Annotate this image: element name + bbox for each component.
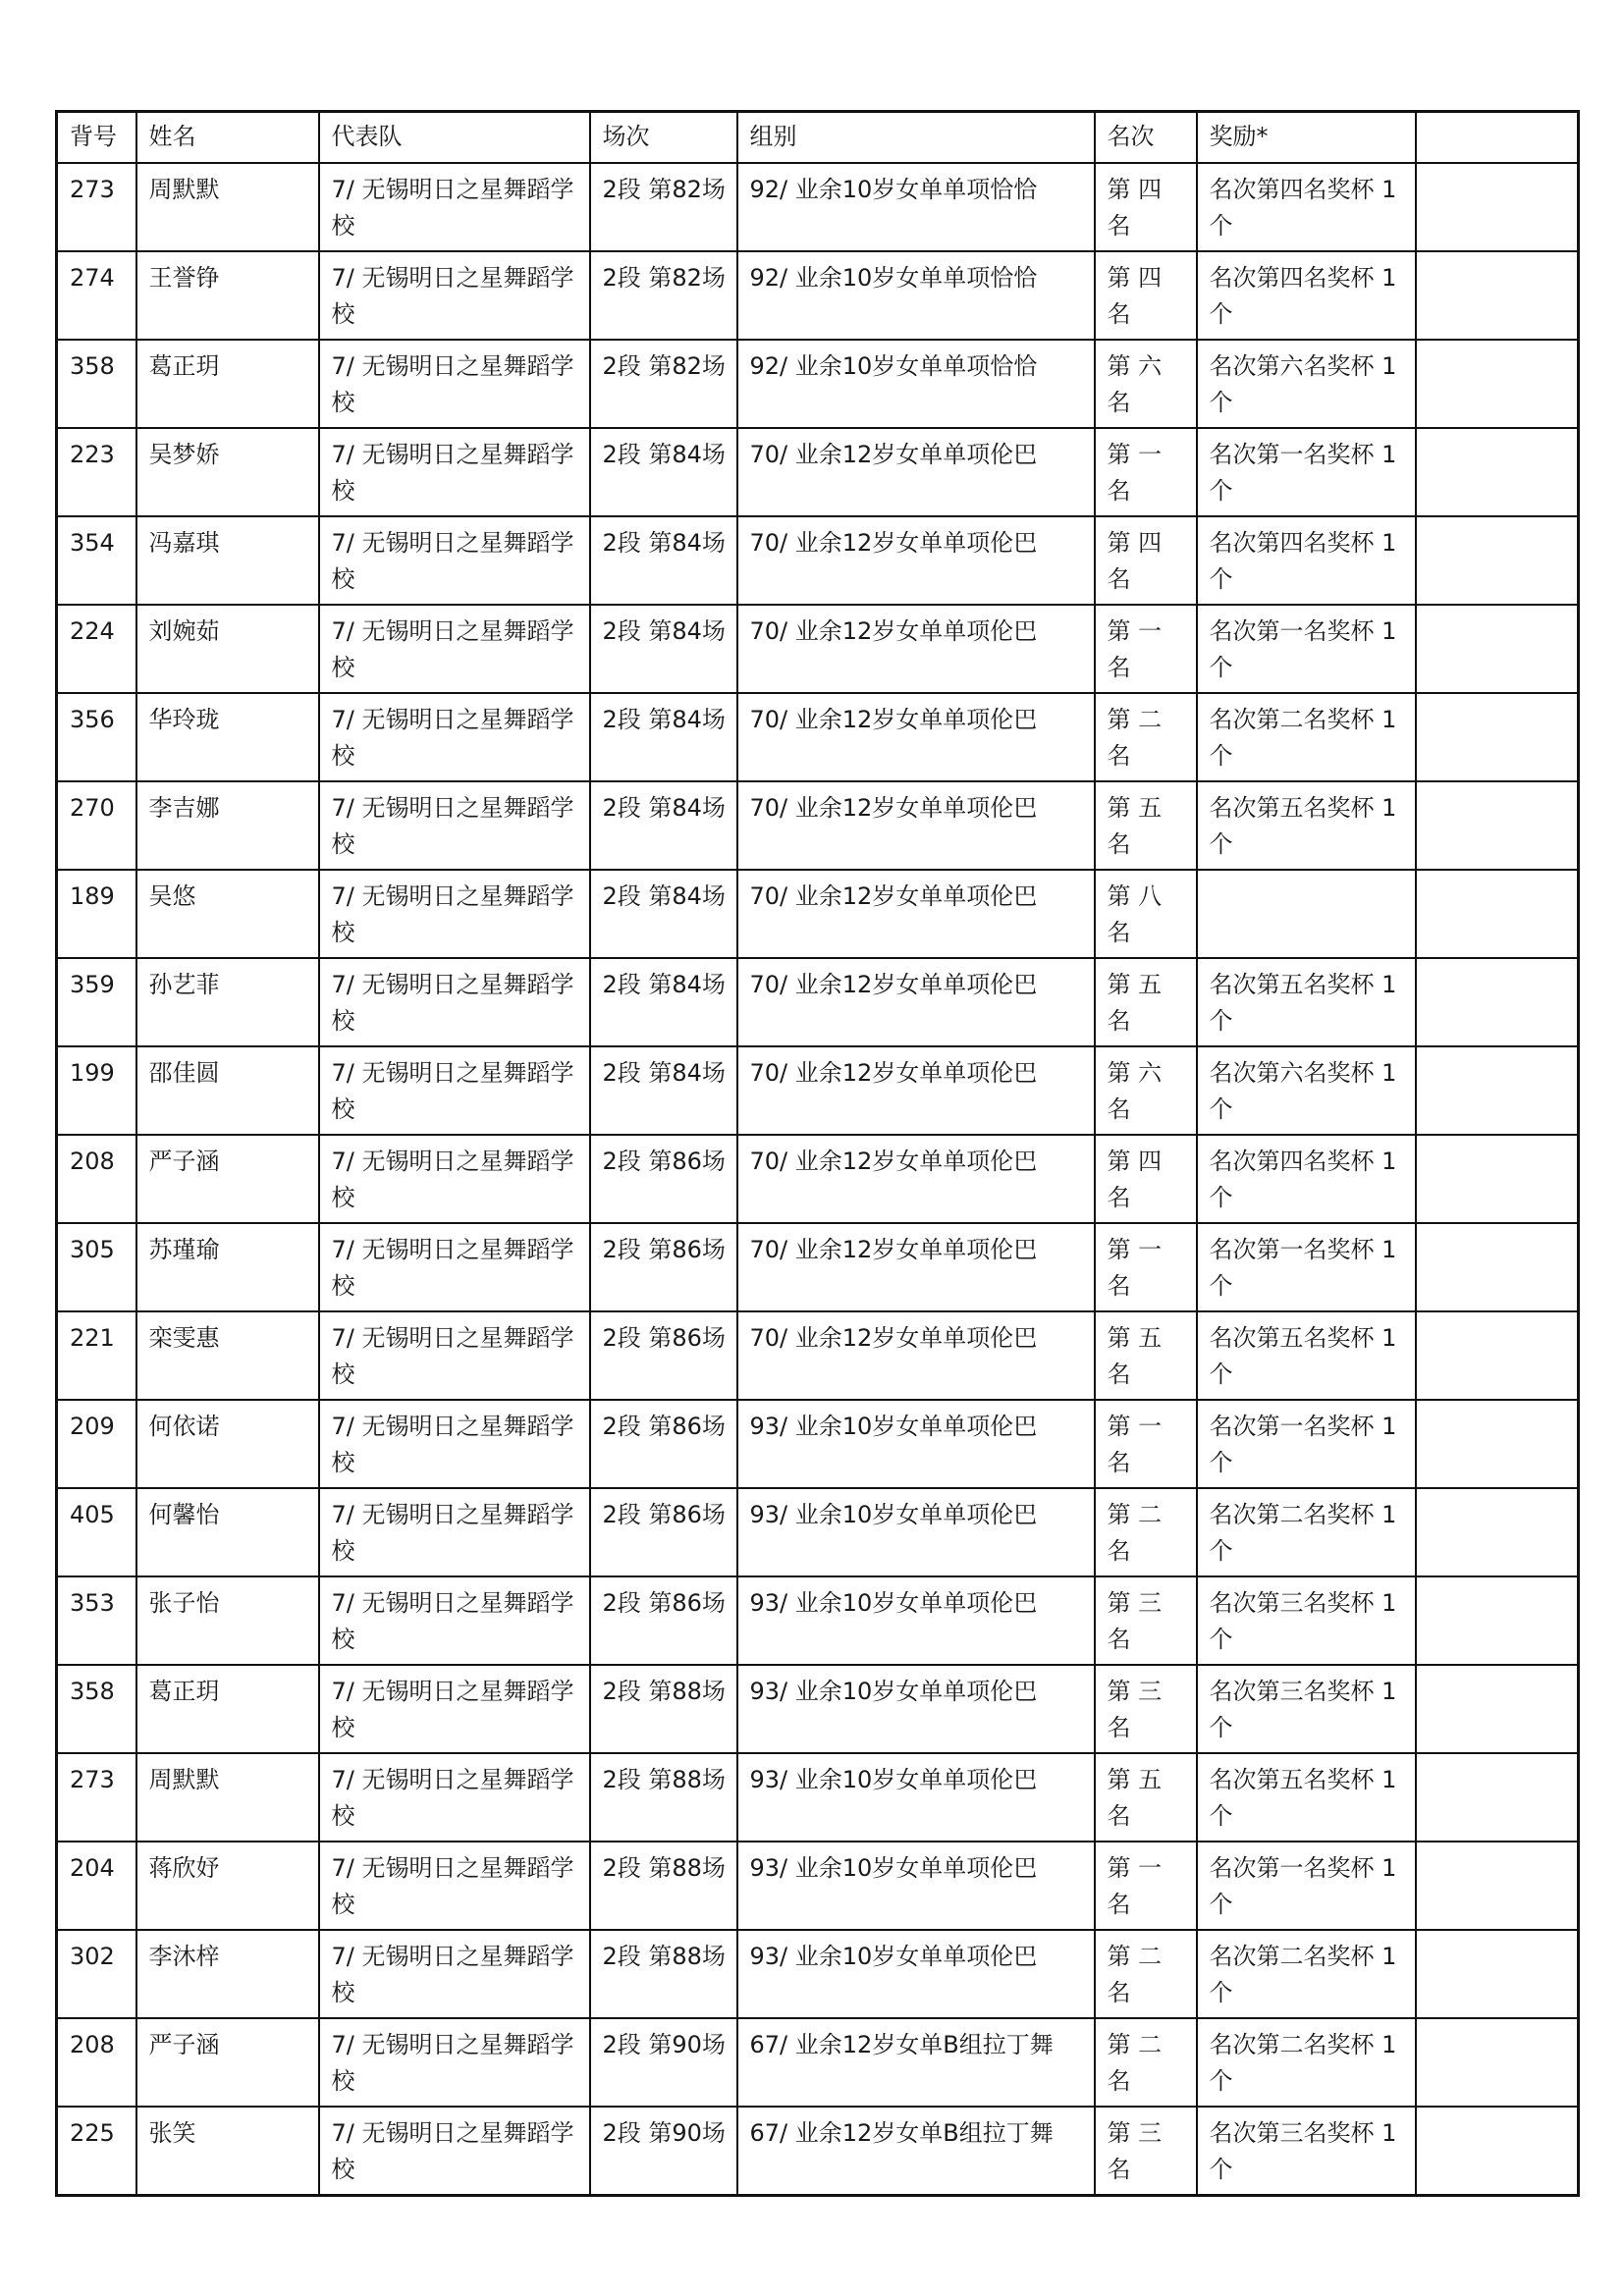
table-row: [57, 2018, 1579, 2107]
cell-athlete-name: 严子涵: [136, 2018, 319, 2107]
cell-athlete-name: 栾雯惠: [136, 1311, 319, 1400]
cell-category: 70/ 业余12岁女单单项伦巴: [737, 1223, 1095, 1311]
cell-award: 名次第三名奖杯 1 个: [1197, 1576, 1416, 1665]
cell-team: 7/ 无锡明日之星舞蹈学校: [319, 1930, 590, 2018]
cell-session: 2段 第84场: [590, 605, 737, 693]
cell-athlete-name: 吴悠: [136, 870, 319, 958]
cell-placement: 第 二 名: [1095, 2018, 1197, 2107]
cell-category: 70/ 业余12岁女单单项伦巴: [737, 1135, 1095, 1223]
cell-award: 名次第二名奖杯 1 个: [1197, 1488, 1416, 1576]
cell-session: 2段 第90场: [590, 2018, 737, 2107]
column-header-award: 奖励*: [1197, 112, 1416, 163]
table-body: [57, 163, 1579, 2196]
table-header-row: [57, 112, 1579, 163]
cell-award: 名次第四名奖杯 1 个: [1197, 516, 1416, 605]
cell-extra: [1416, 428, 1579, 516]
cell-athlete-name: 苏瑾瑜: [136, 1223, 319, 1311]
cell-award: [1197, 870, 1416, 958]
cell-bib-number: 221: [57, 1311, 136, 1400]
cell-team: 7/ 无锡明日之星舞蹈学校: [319, 163, 590, 251]
cell-bib-number: 302: [57, 1930, 136, 2018]
cell-award: 名次第四名奖杯 1 个: [1197, 163, 1416, 251]
cell-athlete-name: 华玲珑: [136, 693, 319, 781]
cell-category: 93/ 业余10岁女单单项伦巴: [737, 1400, 1095, 1488]
cell-bib-number: 274: [57, 251, 136, 340]
cell-extra: [1416, 870, 1579, 958]
results-sheet: [55, 110, 1577, 2197]
cell-bib-number: 208: [57, 1135, 136, 1223]
cell-team: 7/ 无锡明日之星舞蹈学校: [319, 605, 590, 693]
cell-extra: [1416, 605, 1579, 693]
cell-award: 名次第一名奖杯 1 个: [1197, 1223, 1416, 1311]
cell-session: 2段 第86场: [590, 1311, 737, 1400]
cell-extra: [1416, 1046, 1579, 1135]
table-row: [57, 781, 1579, 870]
cell-award: 名次第三名奖杯 1 个: [1197, 1665, 1416, 1753]
cell-bib-number: 199: [57, 1046, 136, 1135]
cell-placement: 第 三 名: [1095, 2107, 1197, 2196]
table-row: [57, 163, 1579, 251]
cell-bib-number: 405: [57, 1488, 136, 1576]
cell-category: 92/ 业余10岁女单单项恰恰: [737, 163, 1095, 251]
table-row: [57, 1400, 1579, 1488]
table-row: [57, 340, 1579, 428]
cell-team: 7/ 无锡明日之星舞蹈学校: [319, 1753, 590, 1842]
cell-session: 2段 第88场: [590, 1753, 737, 1842]
cell-category: 70/ 业余12岁女单单项伦巴: [737, 958, 1095, 1046]
cell-team: 7/ 无锡明日之星舞蹈学校: [319, 1488, 590, 1576]
cell-athlete-name: 吴梦娇: [136, 428, 319, 516]
column-header-placement: 名次: [1095, 112, 1197, 163]
cell-placement: 第 五 名: [1095, 781, 1197, 870]
table-row: [57, 251, 1579, 340]
cell-session: 2段 第86场: [590, 1400, 737, 1488]
cell-bib-number: 270: [57, 781, 136, 870]
cell-athlete-name: 蒋欣妤: [136, 1842, 319, 1930]
cell-category: 70/ 业余12岁女单单项伦巴: [737, 1046, 1095, 1135]
cell-athlete-name: 邵佳圆: [136, 1046, 319, 1135]
cell-team: 7/ 无锡明日之星舞蹈学校: [319, 1135, 590, 1223]
cell-placement: 第 二 名: [1095, 1488, 1197, 1576]
cell-award: 名次第一名奖杯 1 个: [1197, 428, 1416, 516]
cell-award: 名次第二名奖杯 1 个: [1197, 693, 1416, 781]
table-row: [57, 1488, 1579, 1576]
cell-award: 名次第五名奖杯 1 个: [1197, 1311, 1416, 1400]
cell-bib-number: 359: [57, 958, 136, 1046]
cell-award: 名次第五名奖杯 1 个: [1197, 1753, 1416, 1842]
cell-bib-number: 223: [57, 428, 136, 516]
cell-category: 67/ 业余12岁女单B组拉丁舞: [737, 2018, 1095, 2107]
table-row: [57, 958, 1579, 1046]
column-header-session: 场次: [590, 112, 737, 163]
cell-bib-number: 358: [57, 340, 136, 428]
cell-athlete-name: 张笑: [136, 2107, 319, 2196]
cell-placement: 第 一 名: [1095, 1223, 1197, 1311]
cell-category: 93/ 业余10岁女单单项伦巴: [737, 1930, 1095, 2018]
cell-team: 7/ 无锡明日之星舞蹈学校: [319, 2018, 590, 2107]
cell-team: 7/ 无锡明日之星舞蹈学校: [319, 1576, 590, 1665]
cell-team: 7/ 无锡明日之星舞蹈学校: [319, 781, 590, 870]
cell-placement: 第 四 名: [1095, 1135, 1197, 1223]
cell-placement: 第 一 名: [1095, 605, 1197, 693]
cell-category: 92/ 业余10岁女单单项恰恰: [737, 251, 1095, 340]
cell-category: 93/ 业余10岁女单单项伦巴: [737, 1665, 1095, 1753]
cell-award: 名次第二名奖杯 1 个: [1197, 2018, 1416, 2107]
table-row: [57, 1046, 1579, 1135]
cell-extra: [1416, 1488, 1579, 1576]
cell-team: 7/ 无锡明日之星舞蹈学校: [319, 2107, 590, 2196]
cell-extra: [1416, 1135, 1579, 1223]
cell-placement: 第 四 名: [1095, 163, 1197, 251]
cell-category: 93/ 业余10岁女单单项伦巴: [737, 1488, 1095, 1576]
cell-team: 7/ 无锡明日之星舞蹈学校: [319, 1842, 590, 1930]
cell-team: 7/ 无锡明日之星舞蹈学校: [319, 870, 590, 958]
cell-session: 2段 第86场: [590, 1576, 737, 1665]
cell-placement: 第 五 名: [1095, 958, 1197, 1046]
cell-team: 7/ 无锡明日之星舞蹈学校: [319, 693, 590, 781]
cell-session: 2段 第84场: [590, 870, 737, 958]
cell-bib-number: 204: [57, 1842, 136, 1930]
cell-session: 2段 第84场: [590, 958, 737, 1046]
table-row: [57, 1665, 1579, 1753]
cell-extra: [1416, 1576, 1579, 1665]
cell-team: 7/ 无锡明日之星舞蹈学校: [319, 1046, 590, 1135]
cell-extra: [1416, 251, 1579, 340]
cell-category: 70/ 业余12岁女单单项伦巴: [737, 1311, 1095, 1400]
cell-extra: [1416, 1311, 1579, 1400]
cell-athlete-name: 周默默: [136, 1753, 319, 1842]
cell-category: 70/ 业余12岁女单单项伦巴: [737, 605, 1095, 693]
table-row: [57, 2107, 1579, 2196]
cell-placement: 第 五 名: [1095, 1311, 1197, 1400]
column-header-athlete-name: 姓名: [136, 112, 319, 163]
cell-award: 名次第六名奖杯 1 个: [1197, 340, 1416, 428]
cell-placement: 第 四 名: [1095, 516, 1197, 605]
cell-award: 名次第五名奖杯 1 个: [1197, 781, 1416, 870]
cell-placement: 第 一 名: [1095, 1842, 1197, 1930]
cell-session: 2段 第82场: [590, 163, 737, 251]
cell-session: 2段 第86场: [590, 1135, 737, 1223]
cell-bib-number: 356: [57, 693, 136, 781]
column-header-bib-number: 背号: [57, 112, 136, 163]
column-header-category: 组别: [737, 112, 1095, 163]
cell-award: 名次第一名奖杯 1 个: [1197, 605, 1416, 693]
cell-category: 67/ 业余12岁女单B组拉丁舞: [737, 2107, 1095, 2196]
table-row: [57, 1223, 1579, 1311]
cell-bib-number: 224: [57, 605, 136, 693]
cell-team: 7/ 无锡明日之星舞蹈学校: [319, 1665, 590, 1753]
cell-team: 7/ 无锡明日之星舞蹈学校: [319, 340, 590, 428]
cell-award: 名次第四名奖杯 1 个: [1197, 1135, 1416, 1223]
cell-bib-number: 225: [57, 2107, 136, 2196]
cell-extra: [1416, 1400, 1579, 1488]
cell-category: 70/ 业余12岁女单单项伦巴: [737, 428, 1095, 516]
cell-athlete-name: 张子怡: [136, 1576, 319, 1665]
cell-category: 70/ 业余12岁女单单项伦巴: [737, 781, 1095, 870]
cell-athlete-name: 何馨怡: [136, 1488, 319, 1576]
cell-bib-number: 353: [57, 1576, 136, 1665]
cell-team: 7/ 无锡明日之星舞蹈学校: [319, 251, 590, 340]
cell-athlete-name: 冯嘉琪: [136, 516, 319, 605]
column-header-extra: [1416, 112, 1579, 163]
cell-category: 93/ 业余10岁女单单项伦巴: [737, 1753, 1095, 1842]
cell-placement: 第 四 名: [1095, 251, 1197, 340]
table-row: [57, 1576, 1579, 1665]
cell-athlete-name: 王誉铮: [136, 251, 319, 340]
cell-placement: 第 一 名: [1095, 1400, 1197, 1488]
cell-bib-number: 208: [57, 2018, 136, 2107]
cell-session: 2段 第84场: [590, 1046, 737, 1135]
cell-bib-number: 358: [57, 1665, 136, 1753]
table-row: [57, 1930, 1579, 2018]
cell-session: 2段 第84场: [590, 693, 737, 781]
cell-session: 2段 第84场: [590, 781, 737, 870]
table-row: [57, 516, 1579, 605]
cell-athlete-name: 李吉娜: [136, 781, 319, 870]
cell-category: 70/ 业余12岁女单单项伦巴: [737, 870, 1095, 958]
cell-extra: [1416, 1930, 1579, 2018]
cell-session: 2段 第84场: [590, 428, 737, 516]
cell-extra: [1416, 2018, 1579, 2107]
cell-category: 70/ 业余12岁女单单项伦巴: [737, 693, 1095, 781]
cell-session: 2段 第90场: [590, 2107, 737, 2196]
cell-extra: [1416, 2107, 1579, 2196]
cell-athlete-name: 葛正玥: [136, 1665, 319, 1753]
cell-team: 7/ 无锡明日之星舞蹈学校: [319, 1400, 590, 1488]
cell-team: 7/ 无锡明日之星舞蹈学校: [319, 1223, 590, 1311]
cell-extra: [1416, 163, 1579, 251]
table-row: [57, 1135, 1579, 1223]
cell-team: 7/ 无锡明日之星舞蹈学校: [319, 516, 590, 605]
cell-session: 2段 第88场: [590, 1842, 737, 1930]
cell-placement: 第 二 名: [1095, 693, 1197, 781]
cell-bib-number: 209: [57, 1400, 136, 1488]
cell-placement: 第 一 名: [1095, 428, 1197, 516]
cell-bib-number: 189: [57, 870, 136, 958]
cell-athlete-name: 李沐梓: [136, 1930, 319, 2018]
cell-category: 92/ 业余10岁女单单项恰恰: [737, 340, 1095, 428]
table-row: [57, 693, 1579, 781]
cell-session: 2段 第84场: [590, 516, 737, 605]
cell-bib-number: 354: [57, 516, 136, 605]
cell-extra: [1416, 516, 1579, 605]
cell-athlete-name: 刘婉茹: [136, 605, 319, 693]
cell-category: 93/ 业余10岁女单单项伦巴: [737, 1576, 1095, 1665]
cell-placement: 第 五 名: [1095, 1753, 1197, 1842]
cell-placement: 第 三 名: [1095, 1576, 1197, 1665]
table-row: [57, 870, 1579, 958]
table-row: [57, 1842, 1579, 1930]
cell-placement: 第 六 名: [1095, 340, 1197, 428]
results-table: [55, 110, 1580, 2197]
cell-extra: [1416, 958, 1579, 1046]
cell-award: 名次第一名奖杯 1 个: [1197, 1842, 1416, 1930]
cell-placement: 第 二 名: [1095, 1930, 1197, 2018]
cell-award: 名次第一名奖杯 1 个: [1197, 1400, 1416, 1488]
cell-extra: [1416, 1842, 1579, 1930]
cell-extra: [1416, 1665, 1579, 1753]
column-header-team: 代表队: [319, 112, 590, 163]
cell-award: 名次第三名奖杯 1 个: [1197, 2107, 1416, 2196]
cell-placement: 第 八 名: [1095, 870, 1197, 958]
cell-award: 名次第四名奖杯 1 个: [1197, 251, 1416, 340]
cell-team: 7/ 无锡明日之星舞蹈学校: [319, 958, 590, 1046]
cell-session: 2段 第88场: [590, 1930, 737, 2018]
table-row: [57, 428, 1579, 516]
cell-award: 名次第六名奖杯 1 个: [1197, 1046, 1416, 1135]
cell-athlete-name: 孙艺菲: [136, 958, 319, 1046]
cell-athlete-name: 周默默: [136, 163, 319, 251]
cell-bib-number: 273: [57, 1753, 136, 1842]
cell-session: 2段 第86场: [590, 1488, 737, 1576]
cell-bib-number: 273: [57, 163, 136, 251]
cell-extra: [1416, 693, 1579, 781]
cell-extra: [1416, 1753, 1579, 1842]
cell-award: 名次第五名奖杯 1 个: [1197, 958, 1416, 1046]
cell-bib-number: 305: [57, 1223, 136, 1311]
cell-extra: [1416, 1223, 1579, 1311]
cell-placement: 第 三 名: [1095, 1665, 1197, 1753]
table-row: [57, 1753, 1579, 1842]
cell-athlete-name: 何依诺: [136, 1400, 319, 1488]
cell-athlete-name: 严子涵: [136, 1135, 319, 1223]
cell-session: 2段 第88场: [590, 1665, 737, 1753]
cell-placement: 第 六 名: [1095, 1046, 1197, 1135]
cell-category: 70/ 业余12岁女单单项伦巴: [737, 516, 1095, 605]
cell-session: 2段 第82场: [590, 340, 737, 428]
cell-athlete-name: 葛正玥: [136, 340, 319, 428]
cell-team: 7/ 无锡明日之星舞蹈学校: [319, 428, 590, 516]
cell-extra: [1416, 340, 1579, 428]
table-row: [57, 1311, 1579, 1400]
cell-award: 名次第二名奖杯 1 个: [1197, 1930, 1416, 2018]
cell-team: 7/ 无锡明日之星舞蹈学校: [319, 1311, 590, 1400]
cell-session: 2段 第82场: [590, 251, 737, 340]
cell-session: 2段 第86场: [590, 1223, 737, 1311]
cell-extra: [1416, 781, 1579, 870]
table-row: [57, 605, 1579, 693]
cell-category: 93/ 业余10岁女单单项伦巴: [737, 1842, 1095, 1930]
